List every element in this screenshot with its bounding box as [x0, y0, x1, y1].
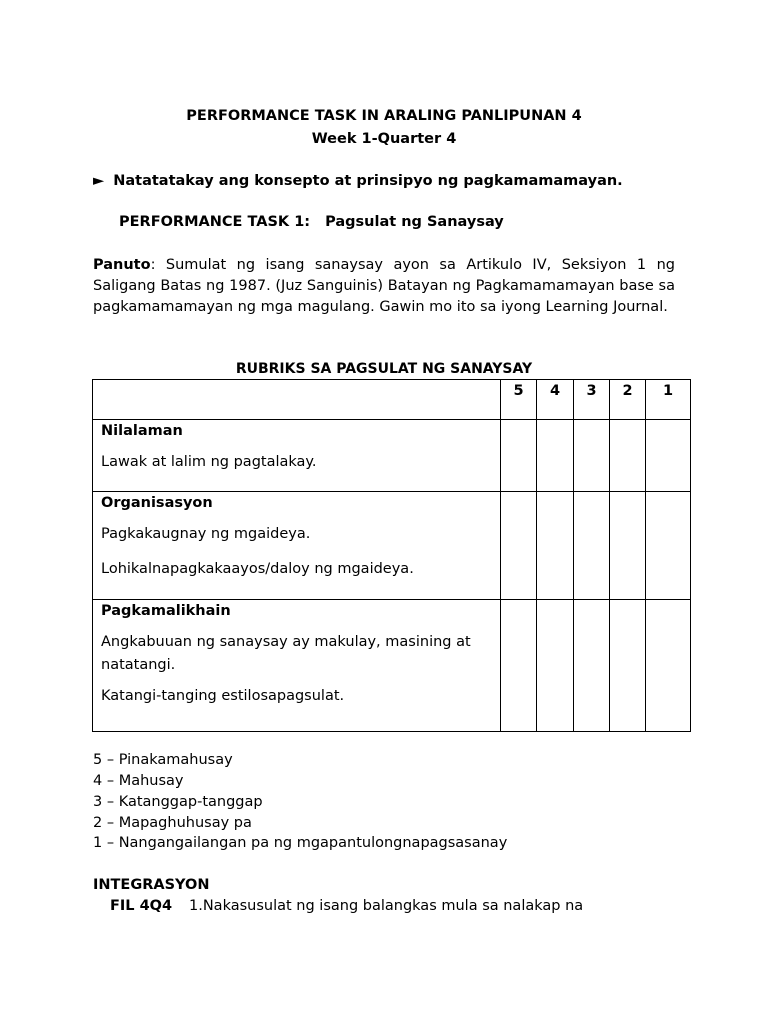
- rubric-table: [92, 379, 691, 732]
- criteria-item: Lawak at lalim ng pagtalakay.: [101, 454, 317, 470]
- score-cell: [574, 600, 610, 732]
- document-subtitle: Week 1-Quarter 4: [311, 131, 457, 147]
- score-header-3: 3: [574, 380, 610, 420]
- instructions-text: : Sumulat ng isang sanaysay ayon sa Artikulo IV, Seksiyon 1 ng Saligang Batas ng 1987. (Juz Sanguinis) Batayan ng Pagkamamamayan base sa pagkamamamayan ng mga magulang. Gawin mo ito sa iyong Learning Journal.: [93, 257, 675, 315]
- score-cell: [537, 420, 574, 492]
- scale-item: 5 – Pinakamahusay: [93, 752, 233, 768]
- score-cell: [537, 492, 574, 600]
- arrow-bullet-icon: ►: [93, 173, 105, 189]
- performance-task-heading: [119, 214, 504, 230]
- criteria-cell: [93, 600, 501, 732]
- task-label: PERFORMANCE TASK 1:: [119, 214, 311, 230]
- score-header-4: 4: [537, 380, 574, 420]
- scale-item: 4 – Mahusay: [93, 773, 184, 789]
- criteria-item: Angkabuuan ng sanaysay ay makulay, masining at natatangi.: [101, 634, 471, 673]
- integration-heading: INTEGRASYON: [93, 877, 210, 893]
- score-cell: [537, 600, 574, 732]
- rubric-title: RUBRIKS SA PAGSULAT NG SANAYSAY: [235, 361, 533, 377]
- score-cell: [646, 420, 691, 492]
- scale-item: 2 – Mapaghuhusay pa: [93, 815, 252, 831]
- task-title: Pagsulat ng Sanaysay: [325, 214, 504, 230]
- criteria-name: Organisasyon: [101, 495, 213, 511]
- rubric-row: [93, 492, 691, 600]
- scale-item: 1 – Nangangailangan pa ng mgapantulongnapagsasanay: [93, 835, 508, 851]
- score-header-1: 1: [646, 380, 691, 420]
- rubric-header-row: [93, 380, 691, 420]
- score-cell: [610, 600, 646, 732]
- score-cell: [610, 492, 646, 600]
- scale-item: 3 – Katanggap-tanggap: [93, 794, 263, 810]
- instructions-paragraph: [93, 255, 675, 318]
- score-cell: [646, 600, 691, 732]
- criteria-name: Pagkamalikhain: [101, 603, 231, 619]
- criteria-name: Nilalaman: [101, 423, 183, 439]
- criteria-cell: [93, 420, 501, 492]
- rubric-row: [93, 420, 691, 492]
- criteria-item: Lohikalnapagkakaayos/daloy ng mgaideya.: [101, 561, 414, 577]
- score-cell: [574, 420, 610, 492]
- score-cell: [501, 600, 537, 732]
- score-cell: [610, 420, 646, 492]
- score-header-5: 5: [501, 380, 537, 420]
- criteria-item: Pagkakaugnay ng mgaideya.: [101, 526, 311, 542]
- score-cell: [646, 492, 691, 600]
- criteria-cell: [93, 492, 501, 600]
- criteria-item: Katangi-tanging estilosapagsulat.: [101, 688, 345, 704]
- score-cell: [574, 492, 610, 600]
- criteria-header-cell: [93, 380, 501, 420]
- instructions-label: Panuto: [93, 257, 151, 273]
- document-title: PERFORMANCE TASK IN ARALING PANLIPUNAN 4: [186, 108, 582, 124]
- score-cell: [501, 492, 537, 600]
- rubric-row: [93, 600, 691, 732]
- objective-text: Natatatakay ang konsepto at prinsipyo ng pagkamamamayan.: [113, 173, 623, 189]
- integration-text: 1.Nakasusulat ng isang balangkas mula sa nalakap na: [189, 898, 584, 914]
- score-header-2: 2: [610, 380, 646, 420]
- integration-code: FIL 4Q4: [110, 898, 173, 914]
- score-cell: [501, 420, 537, 492]
- objective: [93, 173, 623, 189]
